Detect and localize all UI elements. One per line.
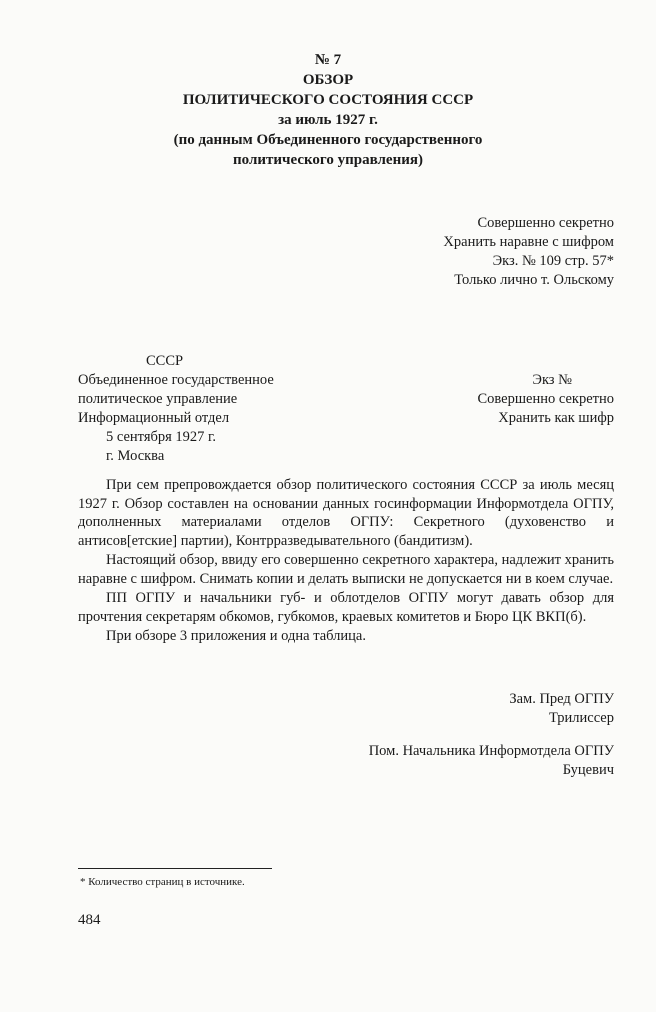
classification-line: Совершенно секретно xyxy=(477,215,614,231)
classification-line: Только лично т. Ольскому xyxy=(454,272,614,288)
footnote: * Количество страниц в источнике. xyxy=(80,876,245,888)
paragraph: При сем препровождается обзор политического состояния СССР за июль месяц 1927 г. Обзор составлен на основании данных госинформации Информотдела ОГПУ, дополненных материалами отделов ОГПУ: Секретного (духовенство и антисов[етские] партии), Контрразведывательного (бандитизм). xyxy=(78,477,614,549)
copy-storage: Хранить как шифр xyxy=(498,410,614,426)
copy-number: Экз № xyxy=(532,372,572,388)
copy-secrecy: Совершенно секретно xyxy=(477,391,614,407)
sender-department: Информационный отдел xyxy=(78,410,230,426)
paragraph: ПП ОГПУ и начальники губ- и облотделов ОГПУ могут давать обзор для прочтения секретарям обкомов, губкомов, краевых комитетов и Бюро ЦК ВКП(б). xyxy=(78,590,614,625)
signatory-name: Буцевич xyxy=(562,762,614,778)
document-title-line-2: ПОЛИТИЧЕСКОГО СОСТОЯНИЯ СССР xyxy=(182,92,474,108)
document-heading xyxy=(100,50,556,170)
document-number: № 7 xyxy=(314,52,342,68)
classification-stamp xyxy=(443,214,614,290)
document-title-source-line-1: (по данным Объединенного государственного xyxy=(173,132,483,148)
footnote-divider xyxy=(78,868,272,869)
body-text xyxy=(78,476,614,647)
document-title: ОБЗОР xyxy=(302,72,354,88)
signatory-title: Зам. Пред ОГПУ xyxy=(509,691,614,707)
signature-block xyxy=(369,690,614,780)
sender-date: 5 сентября 1927 г. xyxy=(106,429,216,445)
sender-organization: Объединенное государственное xyxy=(78,372,274,388)
classification-line: Экз. № 109 стр. 57* xyxy=(492,253,614,269)
copy-classification xyxy=(478,371,615,428)
sender-city: г. Москва xyxy=(106,448,165,464)
paragraph: При обзоре 3 приложения и одна таблица. xyxy=(106,628,366,644)
sender-country: СССР xyxy=(146,353,184,369)
document-title-source-line-2: политического управления) xyxy=(233,152,423,168)
paragraph: Настоящий обзор, ввиду его совершенно секретного характера, надлежит хранить наравне с шифром. Снимать копии и делать выписки не допускается ни в коем случае. xyxy=(78,552,614,587)
sender-block xyxy=(78,352,274,466)
signatory-name: Трилиссер xyxy=(548,710,614,726)
page-number: 484 xyxy=(78,912,101,928)
document-title-date: за июль 1927 г. xyxy=(278,112,378,128)
classification-line: Хранить наравне с шифром xyxy=(443,234,614,250)
signatory-title: Пом. Начальника Информотдела ОГПУ xyxy=(368,743,614,759)
sender-organization-line-2: политическое управление xyxy=(78,391,238,407)
